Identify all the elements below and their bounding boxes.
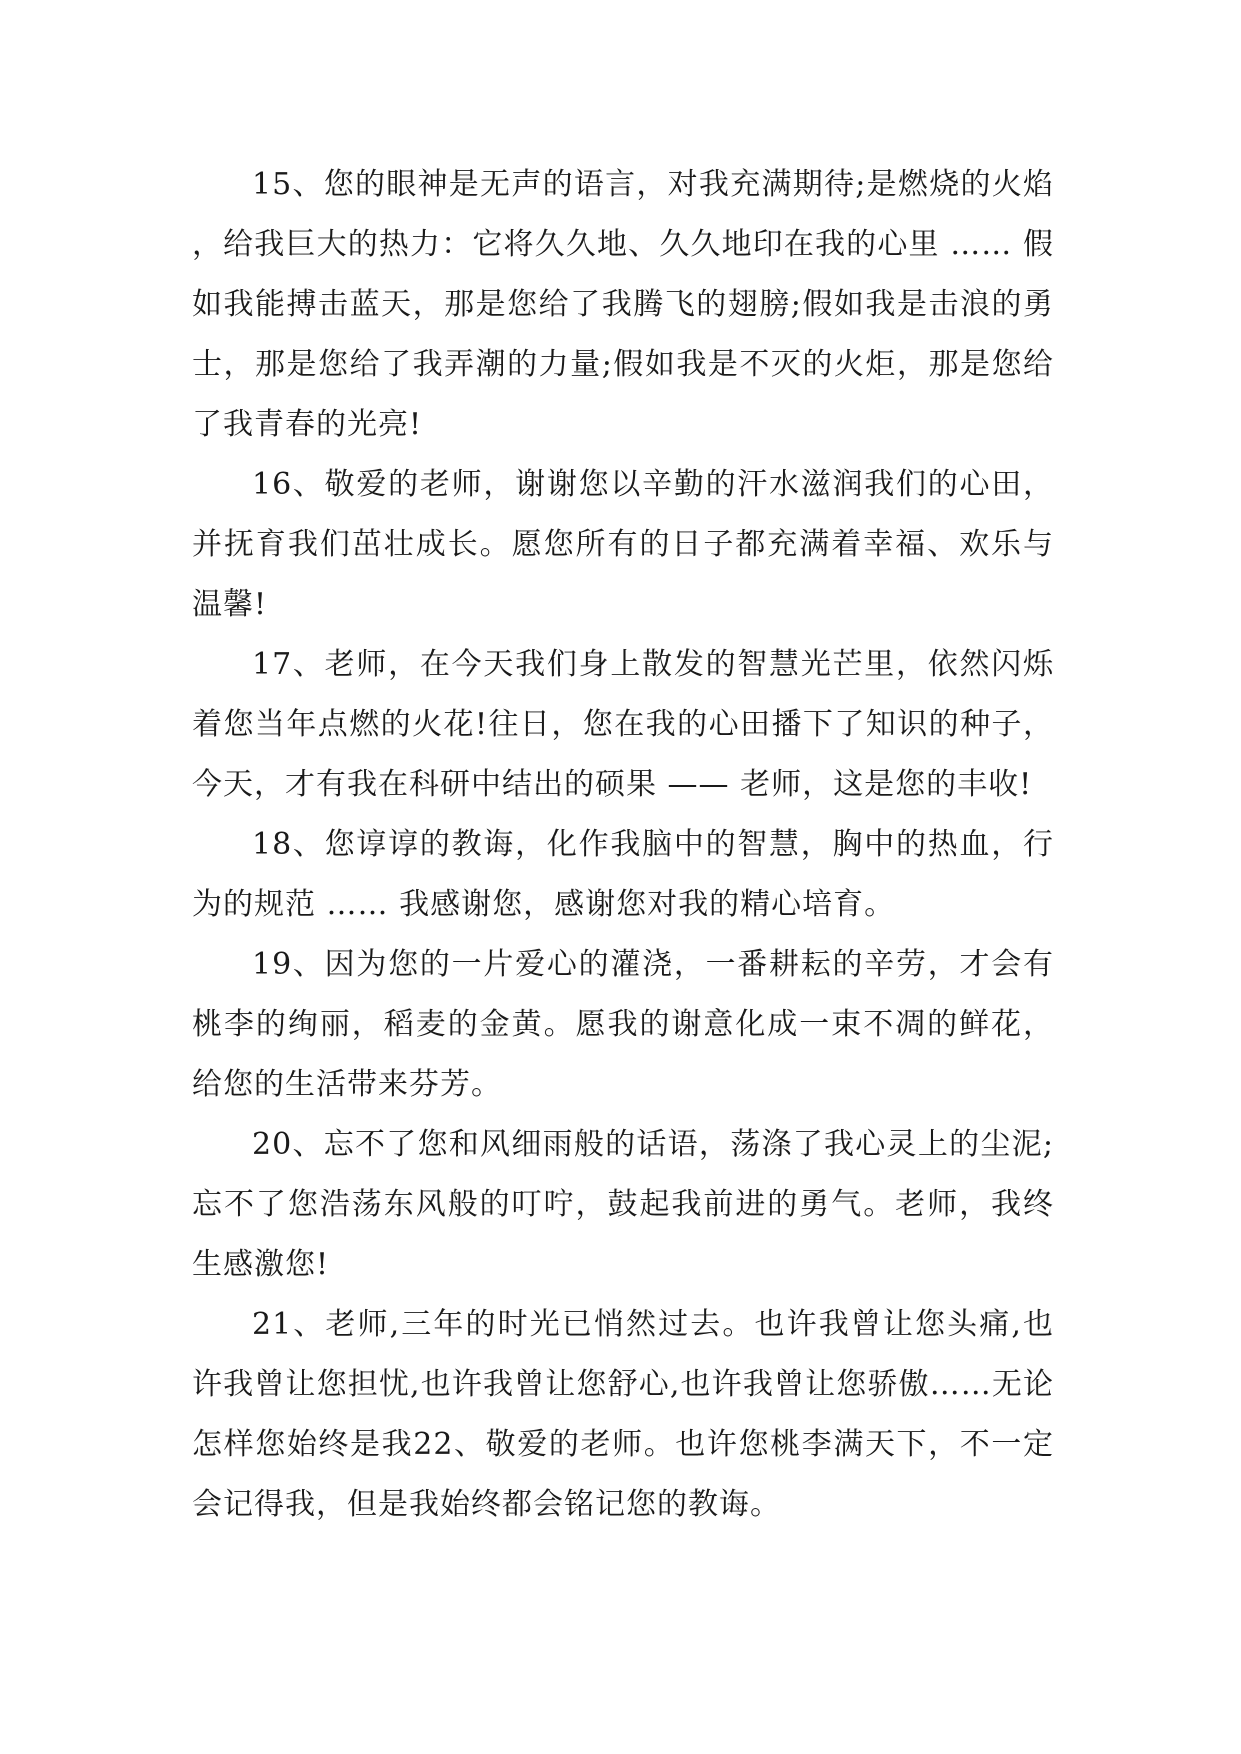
paragraph-20: 20、忘不了您和风细雨般的话语，荡涤了我心灵上的尘泥;忘不了您浩荡东风般的叮咛，鼓起我前进的勇气。老师，我终生感激您! [192,1127,1054,1282]
paragraph-17: 17、老师，在今天我们身上散发的智慧光芒里，依然闪烁着您当年点燃的火花!往日，您在我的心田播下了知识的种子，今天，才有我在科研中结出的硕果 —— 老师，这是您的丰收! [192,647,1054,802]
paragraph-18: 18、您谆谆的教诲，化作我脑中的智慧，胸中的热血，行为的规范 …… 我感谢您，感谢您对我的精心培育。 [192,827,1054,922]
paragraph-19: 19、因为您的一片爱心的灌浇，一番耕耘的辛劳，才会有桃李的绚丽，稻麦的金黄。愿我的谢意化成一束不凋的鲜花，给您的生活带来芬芳。 [192,947,1054,1102]
paragraph-21: 21、老师,三年的时光已悄然过去。也许我曾让您头痛,也许我曾让您担忧,也许我曾让您舒心,也许我曾让您骄傲……无论怎样您始终是我22、敬爱的老师。也许您桃李满天下，不一定会记得我，但是我始终都会铭记您的教诲。 [192,1307,1054,1522]
document-body [192,155,1054,1535]
paragraph-15: 15、您的眼神是无声的语言，对我充满期待;是燃烧的火焰，给我巨大的热力：它将久久地、久久地印在我的心里 …… 假如我能搏击蓝天，那是您给了我腾飞的翅膀;假如我是击浪的勇士，那是您给了我弄潮的力量;假如我是不灭的火炬，那是您给了我青春的光亮! [192,167,1054,442]
paragraph-16: 16、敬爱的老师，谢谢您以辛勤的汗水滋润我们的心田，并抚育我们茁壮成长。愿您所有的日子都充满着幸福、欢乐与温馨! [192,467,1054,622]
